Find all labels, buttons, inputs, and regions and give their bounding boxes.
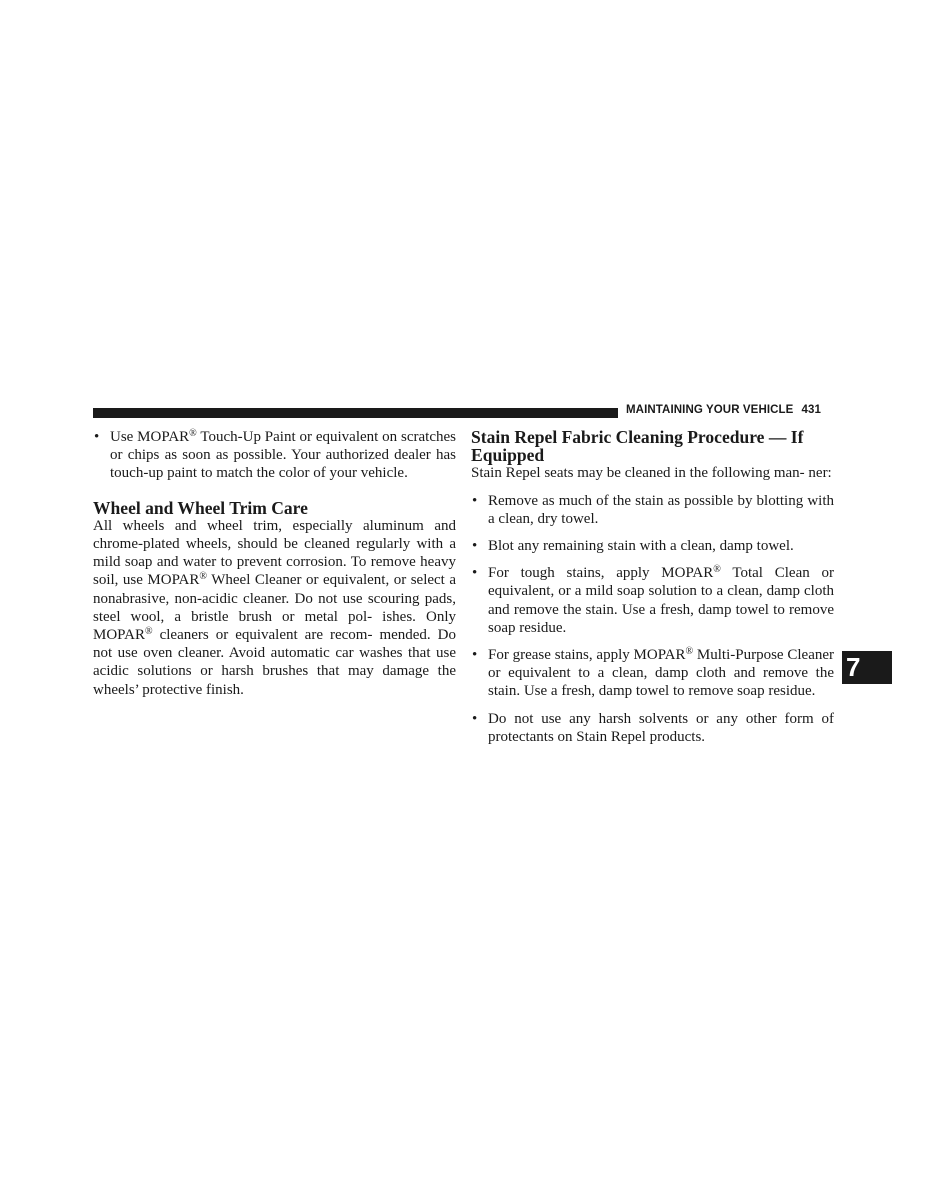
section-heading: Stain Repel Fabric Cleaning Procedure — If Equipped xyxy=(471,427,804,466)
list-item: • Do not use any harsh solvents or any other form of protectants on Stain Repel products. xyxy=(472,710,834,745)
left-column xyxy=(93,428,456,699)
list-item: • For grease stains, apply MOPAR® Multi-Purpose Cleaner or equivalent to a clean, damp cloth and remove the stain. Use a fresh, damp towel to remove soap residue. xyxy=(472,646,835,700)
chapter-tab: 7 xyxy=(842,651,892,684)
bullet-dot: • xyxy=(472,710,478,727)
list-item: • Blot any remaining stain with a clean, damp towel. xyxy=(472,538,794,555)
header-rule xyxy=(93,408,618,418)
section-title: MAINTAINING YOUR VEHICLE xyxy=(626,404,794,416)
bullet-dot: • xyxy=(472,565,478,582)
running-header xyxy=(626,404,821,416)
right-column xyxy=(471,428,834,755)
bullet-dot: • xyxy=(472,492,478,509)
body-paragraph: All wheels and wheel trim, especially aluminum and chrome-plated wheels, should be cleaned regularly with a mild soap and water to prevent corrosion. To remove heavy soil, use MOPAR® Wheel Cleaner or equivalent, or select a nonabrasive, non-acidic cleaner. Do not use scouring pads, steel wool, a bristle brush or metal pol- ishes. Only MOPAR® cleaners or equivalent are recom- mended. Do not use oven cleaner. Avoid automatic car washes that use acidic solutions or harsh brushes that may damage the wheels’ protective finish. xyxy=(93,517,457,698)
page-number: 431 xyxy=(801,404,821,416)
list-item: • For tough stains, apply MOPAR® Total Clean or equivalent, or a mild soap solution to a clean, damp cloth and remove the stain. Use a fresh, damp towel to remove soap residue. xyxy=(472,564,834,636)
registered-mark: ® xyxy=(685,646,694,658)
list-item: • Use MOPAR® Touch-Up Paint or equivalent on scratches or chips as soon as possible. Your authorized dealer has touch-up paint to match the color of your vehicle. xyxy=(94,428,456,482)
bullet-dot: • xyxy=(94,429,100,445)
registered-mark: ® xyxy=(199,571,207,583)
registered-mark: ® xyxy=(713,564,721,576)
registered-mark: ® xyxy=(144,626,153,638)
registered-mark: ® xyxy=(189,428,197,439)
body-paragraph: Stain Repel seats may be cleaned in the following man- ner: xyxy=(471,465,832,482)
section-heading: Wheel and Wheel Trim Care xyxy=(93,497,308,518)
list-item: • Remove as much of the stain as possible by blotting with a clean, dry towel. xyxy=(472,492,834,527)
bullet-dot: • xyxy=(472,538,478,555)
bullet-dot: • xyxy=(472,647,478,664)
